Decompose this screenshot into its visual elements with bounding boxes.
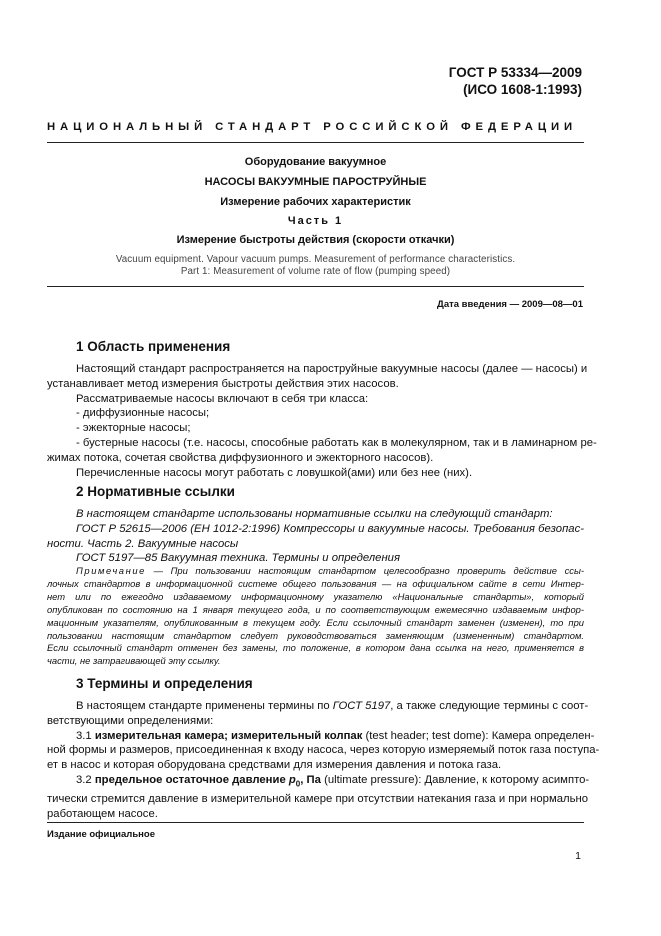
term-3-2: 3.2 предельное остаточное давление $p_0$, Па (ultimate pressure): Давление, к которому асимпто- xyxy=(76,773,590,789)
list-item: - эжекторные насосы; xyxy=(76,422,191,435)
section-3-body xyxy=(47,699,600,822)
note-line: части, не затрагивающей эту ссылку. xyxy=(47,655,221,667)
note-label: Примечание xyxy=(76,565,146,576)
standard-code: ГОСТ Р 53334—2009 xyxy=(448,65,582,80)
section-2-body xyxy=(47,507,584,566)
note-line: — При пользовании настоящим стандартом целесообразно проверить действие ссы- xyxy=(153,565,584,576)
term-name: предельное остаточное давление xyxy=(94,773,289,786)
official-edition-label: Издание официальное xyxy=(47,829,155,840)
paragraph-line: В настоящем стандарте использованы нормативные ссылки на следующий стандарт: xyxy=(76,508,553,520)
term-unit: , Па xyxy=(300,773,321,786)
paragraph-line: ветствующими определениями: xyxy=(47,714,214,727)
introduction-date: Дата введения — 2009—08—01 xyxy=(437,299,583,310)
document-titles xyxy=(47,155,584,278)
iso-code: (ИСО 1608-1:1993) xyxy=(463,82,582,97)
term-symbol-subscript: 0 xyxy=(295,779,301,789)
national-standard-heading: НАЦИОНАЛЬНЫЙ СТАНДАРТ РОССИЙСКОЙ ФЕДЕРАЦИИ xyxy=(47,121,578,133)
reference-line: ности. Часть 2. Вакуумные насосы xyxy=(47,537,239,550)
term-symbol: p xyxy=(288,773,296,786)
note-line: лочных стандартов в информационной системе общего пользования — на официальном сайте в сети Интер- xyxy=(47,577,584,589)
page-number: 1 xyxy=(575,850,581,862)
title-equipment: Оборудование вакуумное xyxy=(244,156,387,168)
note-line: пользовании настоящим стандартом следует руководствоваться заменяющим (измененным) стандартом. xyxy=(47,629,584,641)
section-2-note xyxy=(47,565,584,668)
paragraph-line: ет в насос и которая оборудована средствами для измерения давления и потока газа. xyxy=(47,759,502,772)
note-line: Если ссылочный стандарт отменен без замены, то положение, в котором дана ссылка на него, применяется в xyxy=(47,642,584,654)
section-1-heading: 1 Область применения xyxy=(76,339,231,354)
note-line: мационным указателям, опубликованным в текущем году. Если ссылочный стандарт заменен (изменен), то при xyxy=(47,616,584,628)
paragraph-line: ной формы и размеров, присоединенная к входу насоса, через которую измеряемый поток газа поступа- xyxy=(47,744,600,757)
paragraph-line: жимах потока, сочетая свойства диффузионного и эжекторного насосов). xyxy=(47,451,434,464)
title-main: НАСОСЫ ВАКУУМНЫЕ ПАРОСТРУЙНЫЕ xyxy=(204,176,427,188)
english-title-2: Part 1: Measurement of volume rate of flow (pumping speed) xyxy=(180,266,451,277)
title-subject: Измерение рабочих характеристик xyxy=(220,196,411,208)
title-measurement: Измерение быстроты действия (скорости откачки) xyxy=(176,234,455,246)
standard-reference: ГОСТ 5197 xyxy=(332,700,391,712)
standard-code-block xyxy=(449,64,582,98)
term-name: измерительная камера; измерительный колпак xyxy=(94,729,363,742)
paragraph-line: Рассматриваемые насосы включают в себя три класса: xyxy=(76,392,369,405)
section-3-heading: 3 Термины и определения xyxy=(76,676,253,691)
title-divider xyxy=(47,286,584,287)
paragraph-line: Настоящий стандарт распространяется на пароструйные вакуумные насосы (далее — насосы) и xyxy=(76,363,588,375)
paragraph-line: тически стремится давление в измерительной камере при отсутствии натекания газа и при нормально xyxy=(47,793,588,806)
section-2-heading: 2 Нормативные ссылки xyxy=(76,484,235,499)
english-title-1: Vacuum equipment. Vapour vacuum pumps. Measurement of performance characteristics. xyxy=(115,254,516,265)
paragraph-line: работающем насосе. xyxy=(47,807,158,820)
note-line: нет или по ежегодно издаваемому информационному указателю «Национальные стандарты», который xyxy=(47,590,584,602)
title-part: Часть 1 xyxy=(287,215,344,227)
paragraph-line: Перечисленные насосы могут работать с ловушкой(ами) или без нее (них). xyxy=(76,466,473,479)
footer-divider xyxy=(47,822,584,823)
list-item: - бустерные насосы (т.е. насосы, способные работать как в молекулярном, так и в ламинарном ре- xyxy=(76,436,597,449)
section-1-body xyxy=(47,362,597,480)
list-item: - диффузионные насосы; xyxy=(76,407,210,420)
reference-line: ГОСТ 5197—85 Вакуумная техника. Термины и определения xyxy=(76,552,400,565)
paragraph-line: устанавливает метод измерения быстроты действия этих насосов. xyxy=(47,377,399,390)
header-divider xyxy=(47,142,584,143)
paragraph-line: В настоящем стандарте применены термины по ГОСТ 5197, а также следующие термины с соот- xyxy=(76,700,589,712)
term-3-1: 3.1 измерительная камера; измерительный колпак (test header; test dome): Камера определен- xyxy=(76,729,595,742)
note-line: опубликован по состоянию на 1 января текущего года, и по соответствующим ежемесячно издаваемым инфор- xyxy=(47,603,584,615)
reference-line: ГОСТ Р 52615—2006 (ЕН 1012-2:1996) Компрессоры и вакуумные насосы. Требования безопас- xyxy=(76,522,584,535)
